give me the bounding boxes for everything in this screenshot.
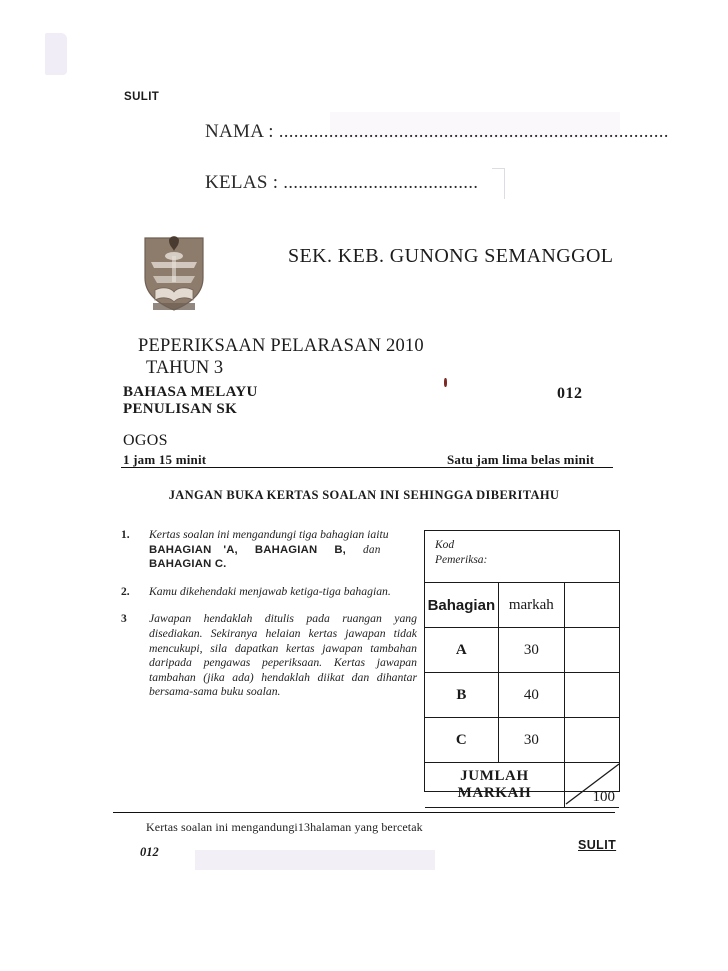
section-c-marks: 30 — [498, 718, 564, 763]
scan-artifact-top-left — [45, 33, 67, 75]
section-a-label: A — [425, 628, 498, 673]
classification-top: SULIT — [124, 91, 160, 103]
section-a-marks: 30 — [498, 628, 564, 673]
header-marks: markah — [498, 583, 564, 628]
table-total-row — [425, 763, 619, 808]
red-ink-mark — [444, 378, 447, 387]
instruction-number-3: 3 — [121, 613, 127, 626]
paper-code: 012 — [557, 385, 583, 402]
section-c-score-box[interactable] — [564, 718, 619, 763]
instruction-text-1a: Kertas soalan ini mengandungi tiga bahagian iaitu — [149, 528, 389, 541]
bahagian-c-label: BAHAGIAN C. — [149, 558, 227, 571]
page-count-note: Kertas soalan ini mengandungi13halaman yang bercetak — [146, 820, 423, 834]
footer-paper-code: 012 — [140, 845, 159, 859]
instructions-list — [121, 528, 417, 713]
name-input-line[interactable]: .............................................................................. — [278, 121, 669, 141]
header-section: Bahagian — [425, 583, 498, 628]
class-field-row — [205, 172, 478, 194]
section-b-label: B — [425, 673, 498, 718]
duration-words: Satu jam lima belas minit — [447, 452, 595, 467]
header-divider — [121, 467, 613, 468]
subject-block — [123, 384, 258, 418]
marks-table — [425, 583, 619, 808]
school-name: SEK. KEB. GUNONG SEMANGGOL — [288, 245, 614, 267]
section-b-marks: 40 — [498, 673, 564, 718]
bahagian-a-label: BAHAGIAN — [149, 543, 212, 556]
instruction-item-2 — [121, 585, 417, 600]
total-marks-value: 100 — [592, 789, 615, 805]
instruction-number-2: 2. — [121, 585, 130, 598]
instruction-text-3: Jawapan hendaklah ditulis pada ruangan yang disediakan. Sekiranya helaian kertas jawapan tidak mencukupi, sila dapatkan kertas jawapan tambahan daripada pengawas peperiksaan. Kertas jawapan tambahan (jika ada) hendaklah diikat dan dihantar bersama-sama buku soalan. — [149, 612, 417, 699]
examiner-code-cell[interactable] — [425, 531, 619, 583]
instruction-item-1 — [121, 528, 417, 572]
table-header-row — [425, 583, 619, 628]
total-marks-cell[interactable] — [564, 763, 619, 808]
exam-month: OGOS — [123, 432, 168, 449]
instruction-text-1-bold — [149, 543, 417, 558]
table-row — [425, 673, 619, 718]
bahagian-b-value: B, — [334, 543, 347, 556]
scan-artifact-bracket — [492, 168, 505, 199]
section-c-label: C — [425, 718, 498, 763]
marks-table-box — [424, 530, 620, 805]
header-blank — [564, 583, 619, 628]
school-crest-icon — [139, 232, 209, 314]
table-row — [425, 628, 619, 673]
name-label: NAMA : — [205, 121, 274, 142]
instruction-text-2: Kamu dikehendaki menjawab ketiga-tiga bahagian. — [149, 584, 391, 598]
classification-bottom: SULIT — [578, 838, 617, 852]
bahagian-a-value: 'A, — [223, 543, 238, 556]
examiner-code-label-line2: Pemeriksa: — [435, 553, 488, 566]
scan-artifact-bottom-smudge — [195, 850, 435, 870]
section-a-score-box[interactable] — [564, 628, 619, 673]
duration-numeric: 1 jam 15 minit — [123, 452, 207, 467]
total-marks-label: JUMLAH MARKAH — [425, 763, 564, 808]
footer-divider — [113, 812, 615, 813]
examiner-code-label-line1: Kod — [435, 539, 455, 551]
bahagian-b-label: BAHAGIAN — [254, 543, 318, 556]
paper-type: PENULISAN SK — [123, 401, 238, 417]
class-label: KELAS : — [205, 172, 279, 193]
subject-name: BAHASA MELAYU — [123, 384, 258, 400]
class-input-line[interactable]: ....................................... — [283, 172, 479, 192]
conjunction-dan: dan — [363, 543, 381, 556]
name-field-row — [205, 121, 669, 143]
do-not-open-warning: JANGAN BUKA KERTAS SOALAN INI SEHINGGA DIBERITAHU — [168, 488, 560, 502]
section-b-score-box[interactable] — [564, 673, 619, 718]
exam-title: PEPERIKSAAN PELARASAN 2010 — [138, 336, 424, 356]
instruction-number-1: 1. — [121, 529, 130, 541]
table-row — [425, 718, 619, 763]
instruction-item-3 — [121, 612, 417, 700]
exam-level: TAHUN 3 — [146, 358, 224, 378]
